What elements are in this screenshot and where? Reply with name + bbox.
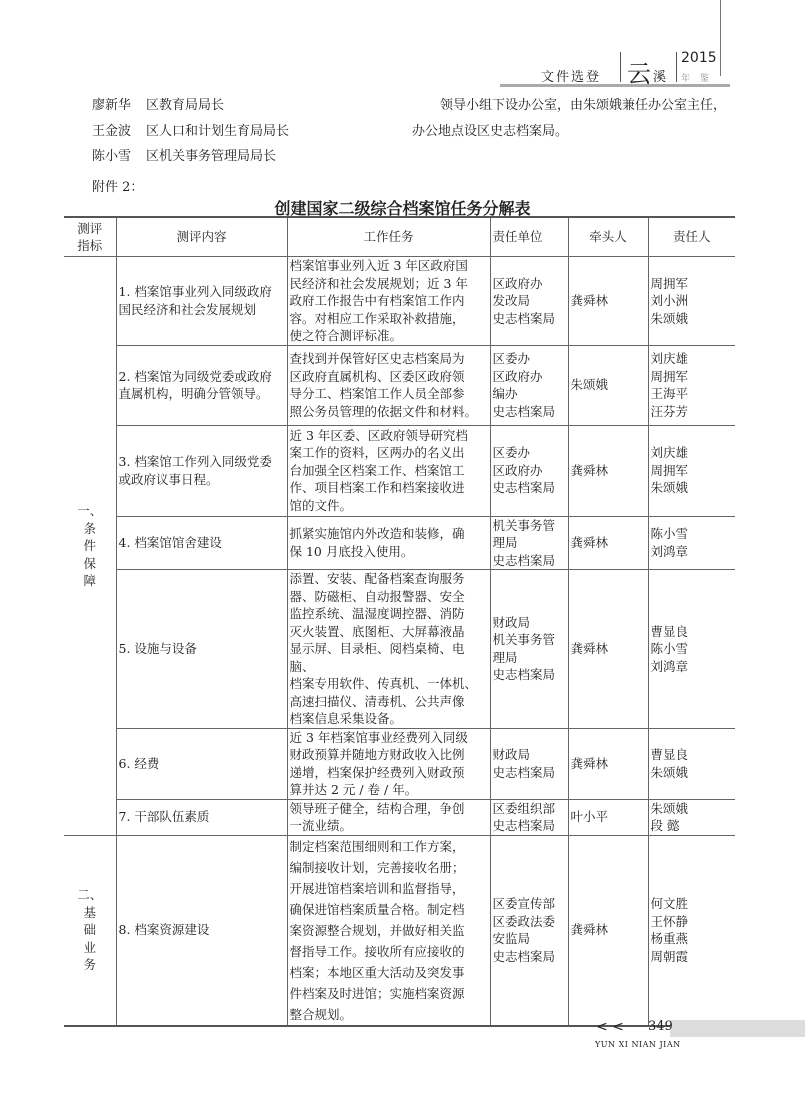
page-number: 349 — [648, 1019, 673, 1034]
content-cell: 4. 档案馆馆舍建设 — [116, 516, 287, 570]
col-header: 工作任务 — [287, 217, 490, 257]
category-cell: 一、 条 件 保 障 — [64, 257, 116, 836]
header-nianjian: 年鉴 — [681, 74, 720, 84]
table-row — [64, 345, 735, 425]
unit-cell: 区政府办 发改局 史志档案局 — [490, 257, 568, 346]
table-row — [64, 425, 735, 516]
lead-cell: 朱颂娥 — [568, 345, 648, 425]
lead-cell: 叶小平 — [568, 799, 648, 835]
header-year: 2015 — [681, 50, 717, 66]
member-title: 区机关事务管理局局长 — [146, 149, 277, 164]
task-cell: 近 3 年区委、区政府领导研究档 案工作的资料，区两办的名义出 台加强全区档案工作、档案馆工 作、项目档案工作和档案接收进 馆的文件。 — [287, 425, 490, 516]
header-rule — [500, 84, 730, 87]
table-header-row — [64, 217, 735, 257]
content-cell: 1. 档案馆事业列入同级政府 国民经济和社会发展规划 — [116, 257, 287, 346]
office-text: 领导小组下设办公室，由朱颂娥兼任办公室主任， — [440, 98, 727, 113]
lead-cell: 龚舜林 — [568, 257, 648, 346]
content-cell: 5. 设施与设备 — [116, 570, 287, 729]
lead-cell: 龚舜林 — [568, 835, 648, 1026]
brand-logo-xi: 溪 — [653, 70, 667, 85]
col-header: 牵头人 — [568, 217, 648, 257]
brand-logo-yun: 云 — [627, 60, 651, 88]
content-cell: 6. 经费 — [116, 728, 287, 799]
lead-cell: 龚舜林 — [568, 728, 648, 799]
task-cell: 领导班子健全，结构合理，争创 一流业绩。 — [287, 799, 490, 835]
content-cell: 7. 干部队伍素质 — [116, 799, 287, 835]
task-table — [64, 216, 735, 1027]
content-cell: 3. 档案馆工作列入同级党委 或政府议事日程。 — [116, 425, 287, 516]
resp-cell: 曹显良 朱颂娥 — [648, 728, 735, 799]
resp-cell: 朱颂娥 段 懿 — [648, 799, 735, 835]
resp-cell: 陈小雪 刘鸿章 — [648, 516, 735, 570]
office-text: 办公地点设区史志档案局。 — [412, 124, 569, 139]
resp-cell: 刘庆雄 周拥军 朱颂娥 — [648, 425, 735, 516]
col-header: 测评内容 — [116, 217, 287, 257]
resp-cell: 刘庆雄 周拥军 王海平 汪芬芳 — [648, 345, 735, 425]
task-cell: 档案馆事业列入近 3 年区政府国 民经济和社会发展规划；近 3 年 政府工作报告中有档案馆工作内 容。对相应工作采取补救措施， 使之符合测评标准。 — [287, 257, 490, 346]
unit-cell: 机关事务管 理局 史志档案局 — [490, 516, 568, 570]
header-vertical-rule — [720, 0, 721, 76]
task-cell: 制定档案范围细则和工作方案， 编制接收计划，完善接收名册； 开展进馆档案培训和监督指导， 确保进馆档案质量合格。制定档 案资源整合规划，并做好相关监 督指导工作。接收所有应接收的 档案；本地区重大活动及突发事 件档案及时进馆；实施档案资源 整合规划。 — [287, 835, 490, 1026]
resp-cell: 曹显良 陈小雪 刘鸿章 — [648, 570, 735, 729]
unit-cell: 财政局 史志档案局 — [490, 728, 568, 799]
member-name: 王金波 — [92, 124, 132, 139]
header-divider — [620, 52, 621, 82]
col-header: 责任人 — [648, 217, 735, 257]
resp-cell: 周拥军 刘小洲 朱颂娥 — [648, 257, 735, 346]
table-row — [64, 728, 735, 799]
footer-arrows-icon: < < — [596, 1019, 624, 1035]
table-row — [64, 516, 735, 570]
table-row — [64, 799, 735, 835]
member-title: 区人口和计划生育局局长 — [146, 124, 290, 139]
unit-cell: 财政局 机关事务管 理局 史志档案局 — [490, 570, 568, 729]
resp-cell: 何文胜 王怀静 杨重燕 周朝霞 — [648, 835, 735, 1026]
attachment-label: 附件 2： — [92, 180, 144, 195]
task-cell: 查找到并保管好区史志档案局为 区政府直属机构、区委区政府领 导分工、档案馆工作人员全部参 照公务员管理的依据文件和材料。 — [287, 345, 490, 425]
col-header: 责任单位 — [490, 217, 568, 257]
col-header: 测评 指标 — [64, 217, 116, 257]
member-name: 廖新华 — [92, 98, 132, 113]
member-title: 区教育局局长 — [146, 98, 225, 113]
content-cell: 8. 档案资源建设 — [116, 835, 287, 1026]
lead-cell: 龚舜林 — [568, 516, 648, 570]
category-cell: 二、 基 础 业 务 — [64, 835, 116, 1026]
member-name: 陈小雪 — [92, 149, 132, 164]
unit-cell: 区委办 区政府办 史志档案局 — [490, 425, 568, 516]
task-cell: 抓紧实施馆内外改造和装修，确 保 10 月底投入使用。 — [287, 516, 490, 570]
unit-cell: 区委办 区政府办 编办 史志档案局 — [490, 345, 568, 425]
task-cell: 添置、安装、配备档案查询服务 器、防磁柜、自动报警器、安全 监控系统、温湿度调控器、消防 灭火装置、底图柜、大屏幕液晶 显示屏、目录柜、阅档桌椅、电脑、 档案专用软件、传真机、一体机、 高速扫描仪、清毒机、公共声像 档案信息采集设备。 — [287, 570, 490, 729]
table-title: 创建国家二级综合档案馆任务分解表 — [274, 199, 531, 218]
header-section: 文件选登 — [541, 70, 602, 85]
footer-pinyin: YUN XI NIAN JIAN — [595, 1040, 681, 1049]
lead-cell: 龚舜林 — [568, 425, 648, 516]
table-row — [64, 257, 735, 346]
task-cell: 近 3 年档案馆事业经费列入同级 财政预算并随地方财政收入比例 递增，档案保护经费列入财政预 算并达 2 元 / 卷 / 年。 — [287, 728, 490, 799]
lead-cell: 龚舜林 — [568, 570, 648, 729]
table-row — [64, 570, 735, 729]
unit-cell: 区委组织部 史志档案局 — [490, 799, 568, 835]
footer-bar — [670, 1020, 805, 1037]
unit-cell: 区委宣传部 区委政法委 安监局 史志档案局 — [490, 835, 568, 1026]
header-divider — [676, 52, 677, 82]
content-cell: 2. 档案馆为同级党委或政府 直属机构，明确分管领导。 — [116, 345, 287, 425]
table-row — [64, 835, 735, 1026]
